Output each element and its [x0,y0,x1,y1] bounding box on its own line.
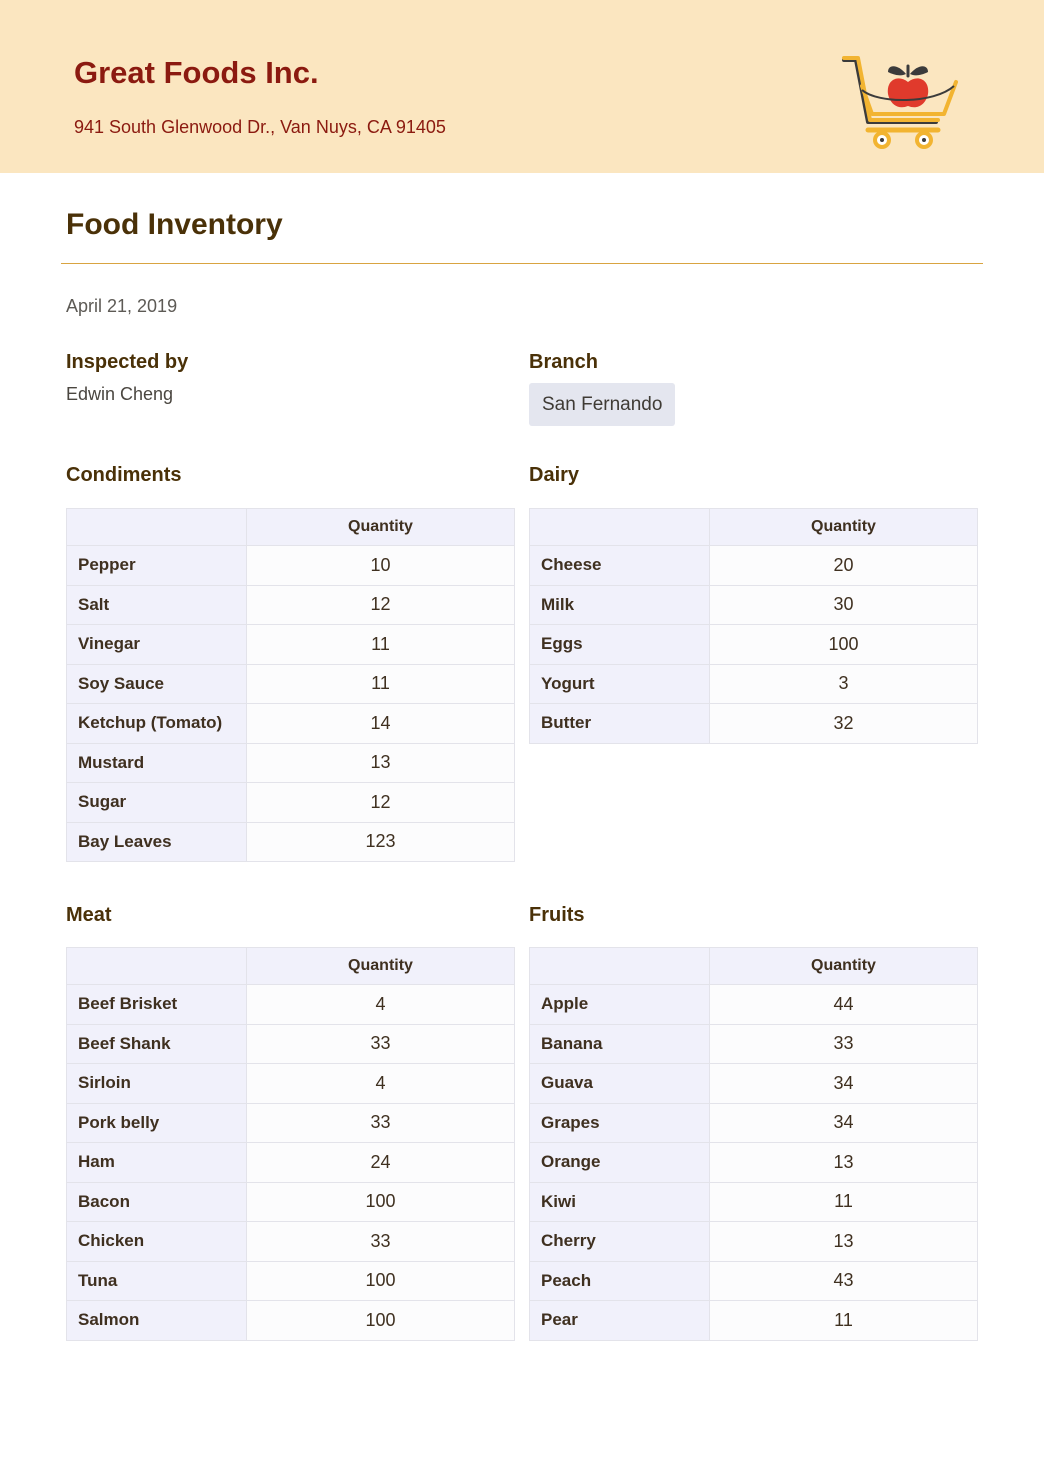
header-banner [0,0,1044,173]
dairy-table [529,508,978,744]
table-row [67,1222,515,1262]
company-address: 941 South Glenwood Dr., Van Nuys, CA 91405 [74,117,446,137]
branch-label: Branch [529,351,598,373]
inspected-by-label: Inspected by [66,351,189,373]
shopping-cart-apple-icon [838,52,962,152]
table-row [530,625,978,665]
item-quantity: 33 [710,1024,978,1064]
table-row [67,664,515,704]
table-header-blank [530,509,710,546]
item-quantity: 13 [710,1222,978,1262]
table-header-blank [530,948,710,985]
item-name: Grapes [530,1103,710,1143]
item-name: Banana [530,1024,710,1064]
item-name: Pork belly [67,1103,247,1143]
table-row [530,1064,978,1104]
page-title: Food Inventory [66,208,283,241]
table-row [67,546,515,586]
item-name: Tuna [67,1261,247,1301]
title-divider [61,263,983,264]
item-quantity: 14 [247,704,515,744]
item-name: Guava [530,1064,710,1104]
item-name: Beef Shank [67,1024,247,1064]
dairy-title: Dairy [529,464,580,486]
table-header-blank [67,948,247,985]
item-quantity: 100 [710,625,978,665]
table-row [67,783,515,823]
table-row [530,1182,978,1222]
table-row [67,625,515,665]
item-name: Chicken [67,1222,247,1262]
table-row [530,1103,978,1143]
item-quantity: 100 [247,1261,515,1301]
item-quantity: 11 [247,664,515,704]
item-quantity: 24 [247,1143,515,1183]
company-name: Great Foods Inc. [74,55,319,90]
table-row [530,1301,978,1341]
table-row [530,1261,978,1301]
meat-title: Meat [66,904,112,926]
table-row [530,1143,978,1183]
item-quantity: 100 [247,1301,515,1341]
item-name: Cherry [530,1222,710,1262]
item-name: Orange [530,1143,710,1183]
quantity-header: Quantity [710,948,978,985]
item-quantity: 4 [247,1064,515,1104]
item-quantity: 43 [710,1261,978,1301]
table-row [67,585,515,625]
table-row [67,1301,515,1341]
table-row [67,822,515,862]
inspector-name: Edwin Cheng [66,384,174,404]
item-name: Ham [67,1143,247,1183]
item-quantity: 30 [710,585,978,625]
table-row [67,704,515,744]
table-row [67,1182,515,1222]
table-row [530,664,978,704]
item-quantity: 11 [710,1182,978,1222]
item-quantity: 12 [247,783,515,823]
table-header-blank [67,509,247,546]
item-name: Cheese [530,546,710,586]
table-row [67,1261,515,1301]
table-row [67,1143,515,1183]
item-name: Vinegar [67,625,247,665]
quantity-header: Quantity [247,509,515,546]
item-quantity: 32 [710,704,978,744]
table-row [67,1103,515,1143]
item-name: Butter [530,704,710,744]
branch-value: San Fernando [529,383,675,426]
item-name: Salt [67,585,247,625]
item-name: Beef Brisket [67,985,247,1025]
table-row [530,1222,978,1262]
item-quantity: 10 [247,546,515,586]
meat-table [66,947,515,1341]
item-quantity: 33 [247,1024,515,1064]
table-row [67,1064,515,1104]
item-name: Pepper [67,546,247,586]
item-name: Peach [530,1261,710,1301]
table-row [530,585,978,625]
table-row [530,546,978,586]
item-name: Bay Leaves [67,822,247,862]
table-row [530,985,978,1025]
table-row [530,704,978,744]
item-quantity: 13 [710,1143,978,1183]
item-name: Sugar [67,783,247,823]
item-quantity: 100 [247,1182,515,1222]
item-name: Salmon [67,1301,247,1341]
item-quantity: 12 [247,585,515,625]
table-row [67,743,515,783]
item-quantity: 3 [710,664,978,704]
item-name: Apple [530,985,710,1025]
inventory-date: April 21, 2019 [66,296,178,316]
item-quantity: 44 [710,985,978,1025]
item-quantity: 34 [710,1064,978,1104]
table-row [67,1024,515,1064]
item-quantity: 123 [247,822,515,862]
item-name: Eggs [530,625,710,665]
item-quantity: 13 [247,743,515,783]
table-row [530,1024,978,1064]
item-name: Soy Sauce [67,664,247,704]
item-quantity: 11 [247,625,515,665]
item-name: Sirloin [67,1064,247,1104]
item-name: Bacon [67,1182,247,1222]
condiments-table [66,508,515,862]
item-name: Kiwi [530,1182,710,1222]
item-quantity: 34 [710,1103,978,1143]
item-quantity: 33 [247,1222,515,1262]
item-quantity: 11 [710,1301,978,1341]
item-name: Pear [530,1301,710,1341]
quantity-header: Quantity [710,509,978,546]
item-name: Yogurt [530,664,710,704]
condiments-title: Condiments [66,464,182,486]
item-name: Ketchup (Tomato) [67,704,247,744]
quantity-header: Quantity [247,948,515,985]
table-row [67,985,515,1025]
item-name: Milk [530,585,710,625]
fruits-title: Fruits [529,904,585,926]
item-quantity: 4 [247,985,515,1025]
fruits-table [529,947,978,1341]
item-name: Mustard [67,743,247,783]
item-quantity: 33 [247,1103,515,1143]
item-quantity: 20 [710,546,978,586]
